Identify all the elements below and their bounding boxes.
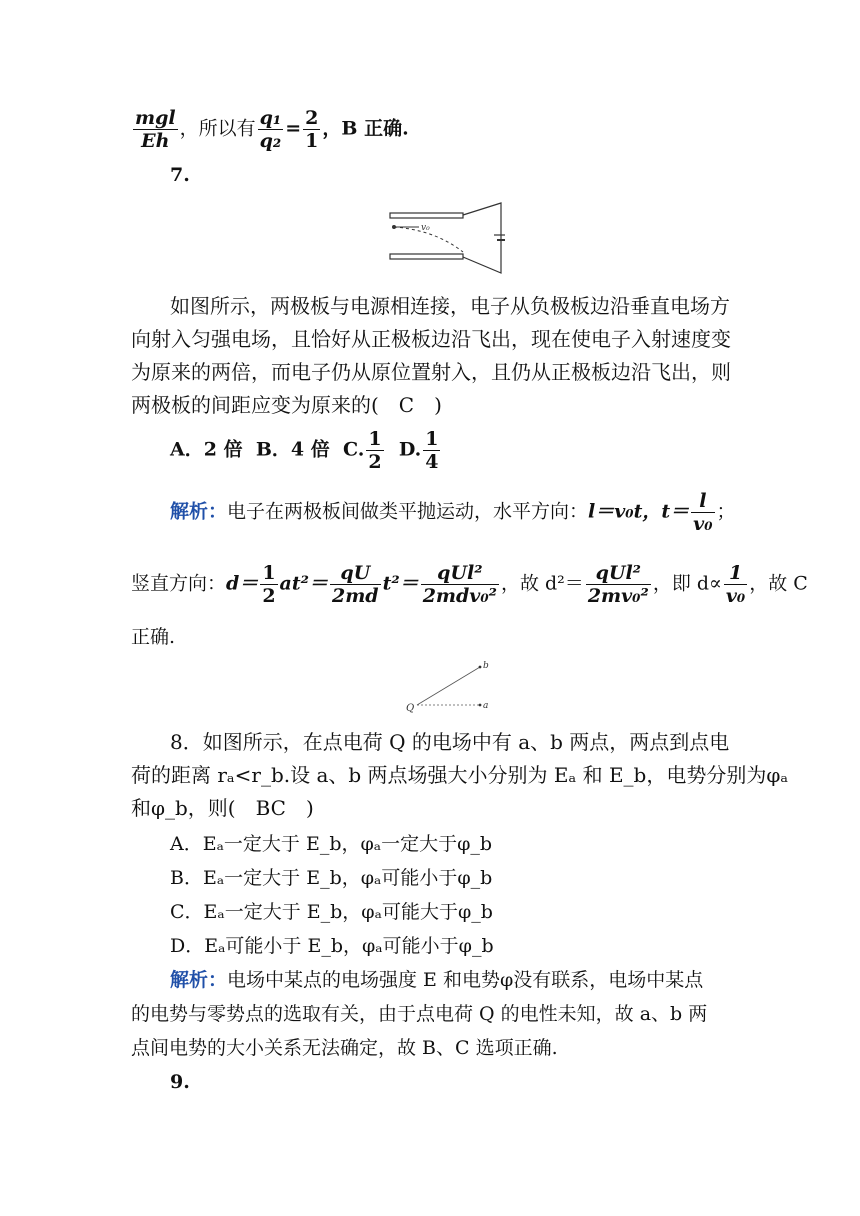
point-a-label: a [483, 701, 489, 711]
q8-option-c: C．Eₐ一定大于 E_b，φₐ可能大于φ_b [170, 901, 493, 923]
fraction-q1-q2: $\frac{\text{q₁}}{\text{q₂}}$ [259, 107, 282, 152]
q8-analysis-line-2: 的电势与零势点的选取有关，由于点电荷 Q 的电性未知，故 a、b 两 [131, 1003, 708, 1025]
fraction-qul2-2mv02: $\frac{\text{qUl²}}{\text{2mv₀²}}$ [587, 562, 649, 607]
q8-option-b: B．Eₐ一定大于 E_b，φₐ可能小于φ_b [170, 867, 493, 889]
fraction-qu-2md: $\frac{qU}{2md}$ [331, 562, 379, 607]
q8-option-d: D．Eₐ可能小于 E_b，φₐ可能小于φ_b [170, 935, 494, 957]
q7-para-line-3: 为原来的两倍，而电子仍从原位置射入，且仍从正极板边沿飞出，则 [131, 360, 731, 384]
q8-option-a: A．Eₐ一定大于 E_b，φₐ一定大于φ_b [170, 833, 493, 855]
q7-para-line-1: 如图所示，两极板与电源相连接，电子从负极板边沿垂直电场方 [170, 294, 730, 318]
q8-line-2: 荷的距离 rₐ<r_b.设 a、b 两点场强大小分别为 Eₐ 和 E_b，电势分别为φₐ [131, 763, 789, 787]
q7-para-line-4: 两极板的间距应变为原来的( C ) [131, 393, 442, 417]
q8-analysis-line-3: 点间电势的大小关系无法确定，故 B、C 选项正确. [131, 1037, 558, 1059]
point-charge-diagram [400, 655, 500, 715]
question-7-number: 7. [170, 164, 190, 186]
q8-line-3: 和φ_b，则( BC ) [131, 796, 314, 820]
fraction-mgl-eh: $\frac{\text{mgl}}{Eh}$ [135, 107, 176, 152]
v0-label: v₀ [421, 223, 430, 233]
fraction-1-2b: $\frac{1}{2}$ [262, 562, 276, 607]
q8-analysis-line-1: 解析：电场中某点的电场强度 E 和电势φ没有联系，电场中某点 [170, 969, 704, 991]
point-b-label: b [483, 661, 489, 671]
fraction-l-v0: $\frac{l}{\text{v₀}}$ [693, 490, 713, 535]
q7-options: A．2 倍 B．4 倍 C. $\frac{1}{2}$ D. $\frac{1}{4}$ [170, 428, 439, 473]
charge-q-label: Q [406, 703, 415, 714]
question-9-number: 9. [170, 1071, 190, 1093]
q7-analysis-line-2: 竖直方向：d＝ $\frac{1}{2}$ at²＝ $\frac{qU}{2md}$ t²＝ $\frac{\text{qUl²}}{\text{2mdv₀²}}$ ，故 d²＝ $\frac{\text{qUl²}}{\text{2mv₀²}}$ ，即 d∝ $\frac{1}{\text{v₀}}$ ，故 C [131, 562, 808, 607]
q7-analysis-line-3: 正确. [131, 626, 176, 648]
capacitor-diagram [385, 200, 505, 276]
q8-line-1: 8．如图所示，在点电荷 Q 的电场中有 a、b 两点，两点到点电 [170, 730, 730, 754]
fraction-2-1: $\frac{2}{1}$ [305, 107, 319, 152]
q7-para-line-2: 向射入匀强电场，且恰好从正极板边沿飞出，现在使电子入射速度变 [131, 327, 731, 351]
q7-analysis-line-1: 解析：电子在两极板间做类平抛运动，水平方向：l＝v₀t，t＝ $\frac{l}{\text{v₀}}$ ； [170, 490, 736, 535]
fraction-qul2-2mdv02: $\frac{\text{qUl²}}{\text{2mdv₀²}}$ [422, 562, 497, 607]
fraction-1-2: $\frac{1}{2}$ [368, 428, 382, 473]
top-conclusion: $\frac{\text{mgl}}{Eh}$ ，所以有 $\frac{\text{q₁}}{\text{q₂}}$ = $\frac{2}{1}$ ，B 正确. [135, 107, 409, 152]
fraction-1-4: $\frac{1}{4}$ [425, 428, 439, 473]
fraction-1-v0: $\frac{1}{\text{v₀}}$ [725, 562, 746, 607]
